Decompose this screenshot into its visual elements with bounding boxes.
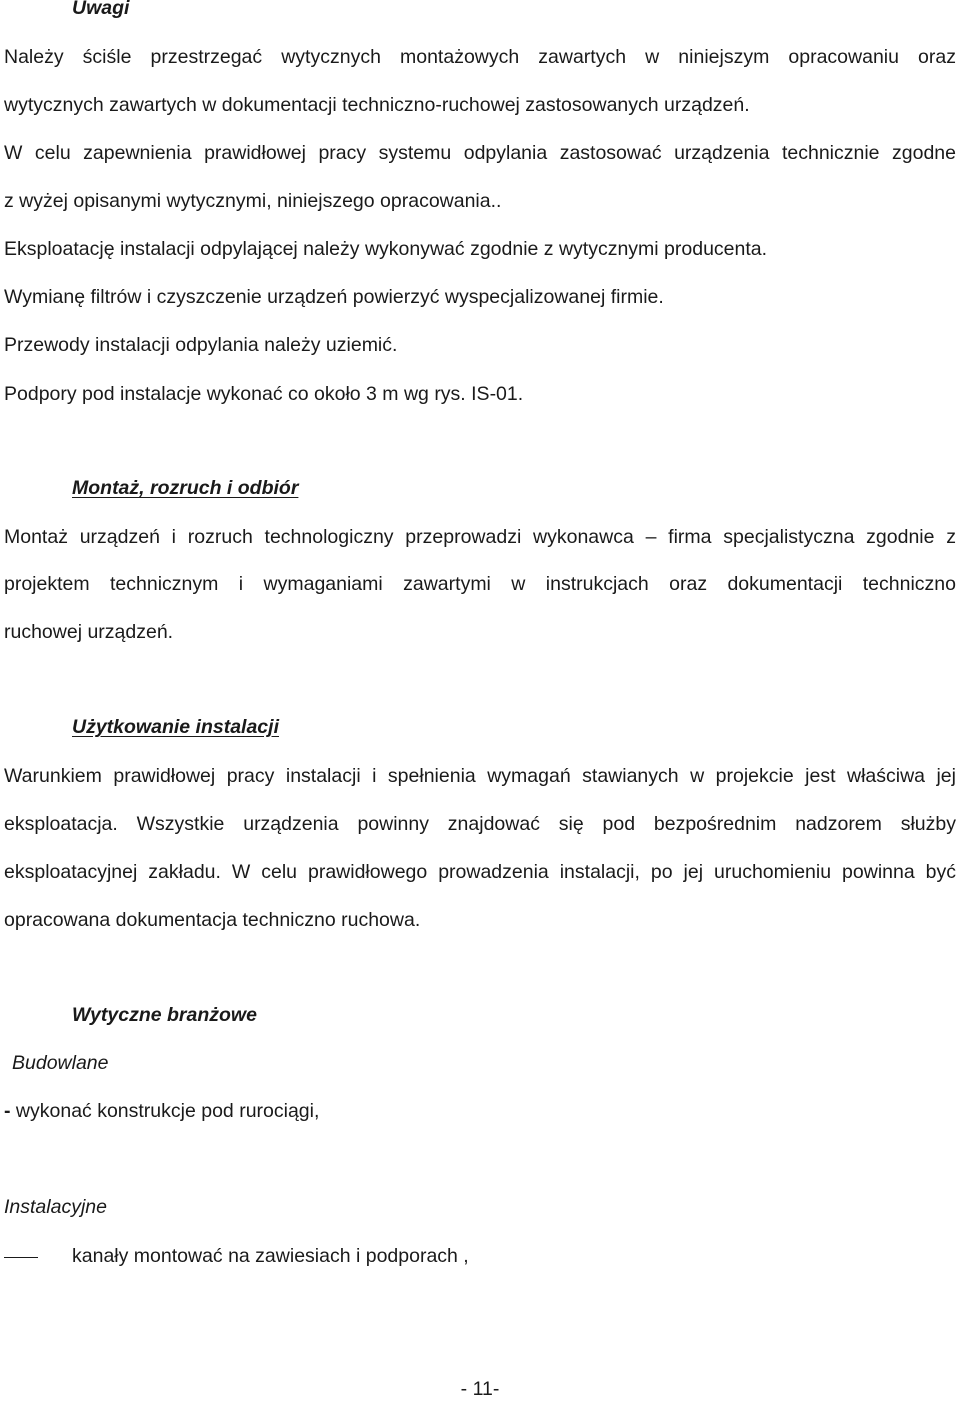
montaz-line-2: projektem technicznym i wymaganiami zawartymi w instrukcjach oraz dokumentacji techniczno [4,573,956,595]
uzytkowanie-line-1: Warunkiem prawidłowej pracy instalacji i spełnienia wymagań stawianych w projekcie jest właściwa jej [4,765,956,787]
instalacyjne-bullet-dash [4,1257,38,1258]
budowlane-item-text: wykonać konstrukcje pod rurociągi, [10,1100,320,1122]
uzytkowanie-line-2: eksploatacja. Wszystkie urządzenia powinny znajdować się pod bezpośrednim nadzorem służby [4,813,956,835]
budowlane-item-dash: - [4,1100,11,1122]
section-title-montaz: Montaż, rozruch i odbiór [72,477,299,499]
section-title-wytyczne: Wytyczne branżowe [72,1004,257,1026]
uwagi-line-7: Przewody instalacji odpylania należy uziemić. [4,334,398,356]
section-title-uwagi: Uwagi [72,0,130,19]
budowlane-item [4,1100,319,1123]
uwagi-line-8: Podpory pod instalacje wykonać co około 3 m wg rys. IS-01. [4,383,524,405]
uwagi-line-6: Wymianę filtrów i czyszczenie urządzeń powierzyć wyspecjalizowanej firmie. [4,286,664,308]
uwagi-line-4: z wyżej opisanymi wytycznymi, niniejszego opracowania.. [4,190,502,212]
section-title-uzytkowanie: Użytkowanie instalacji [72,716,279,738]
uwagi-line-5: Eksploatację instalacji odpylającej należy wykonywać zgodnie z wytycznymi producenta. [4,238,768,260]
uzytkowanie-line-4: opracowana dokumentacja techniczno ruchowa. [4,909,421,931]
montaz-line-3: ruchowej urządzeń. [4,621,174,643]
montaz-line-1: Montaż urządzeń i rozruch technologiczny przeprowadzi wykonawca – firma specjalistyczna zgodnie z [4,526,956,548]
instalacyjne-label: Instalacyjne [4,1196,107,1218]
uzytkowanie-line-3: eksploatacyjnej zakładu. W celu prawidłowego prowadzenia instalacji, po jej uruchomieniu powinna być [4,861,956,883]
instalacyjne-item: kanały montować na zawiesiach i podporach , [72,1245,469,1267]
budowlane-label: Budowlane [12,1052,109,1074]
uwagi-line-1: Należy ściśle przestrzegać wytycznych montażowych zawartych w niniejszym opracowaniu oraz [4,46,956,68]
uwagi-line-3: W celu zapewnienia prawidłowej pracy systemu odpylania zastosować urządzenia technicznie zgodne [4,142,956,164]
uwagi-line-2: wytycznych zawartych w dokumentacji techniczno-ruchowej zastosowanych urządzeń. [4,94,750,116]
page-number: - 11- [460,1378,500,1400]
